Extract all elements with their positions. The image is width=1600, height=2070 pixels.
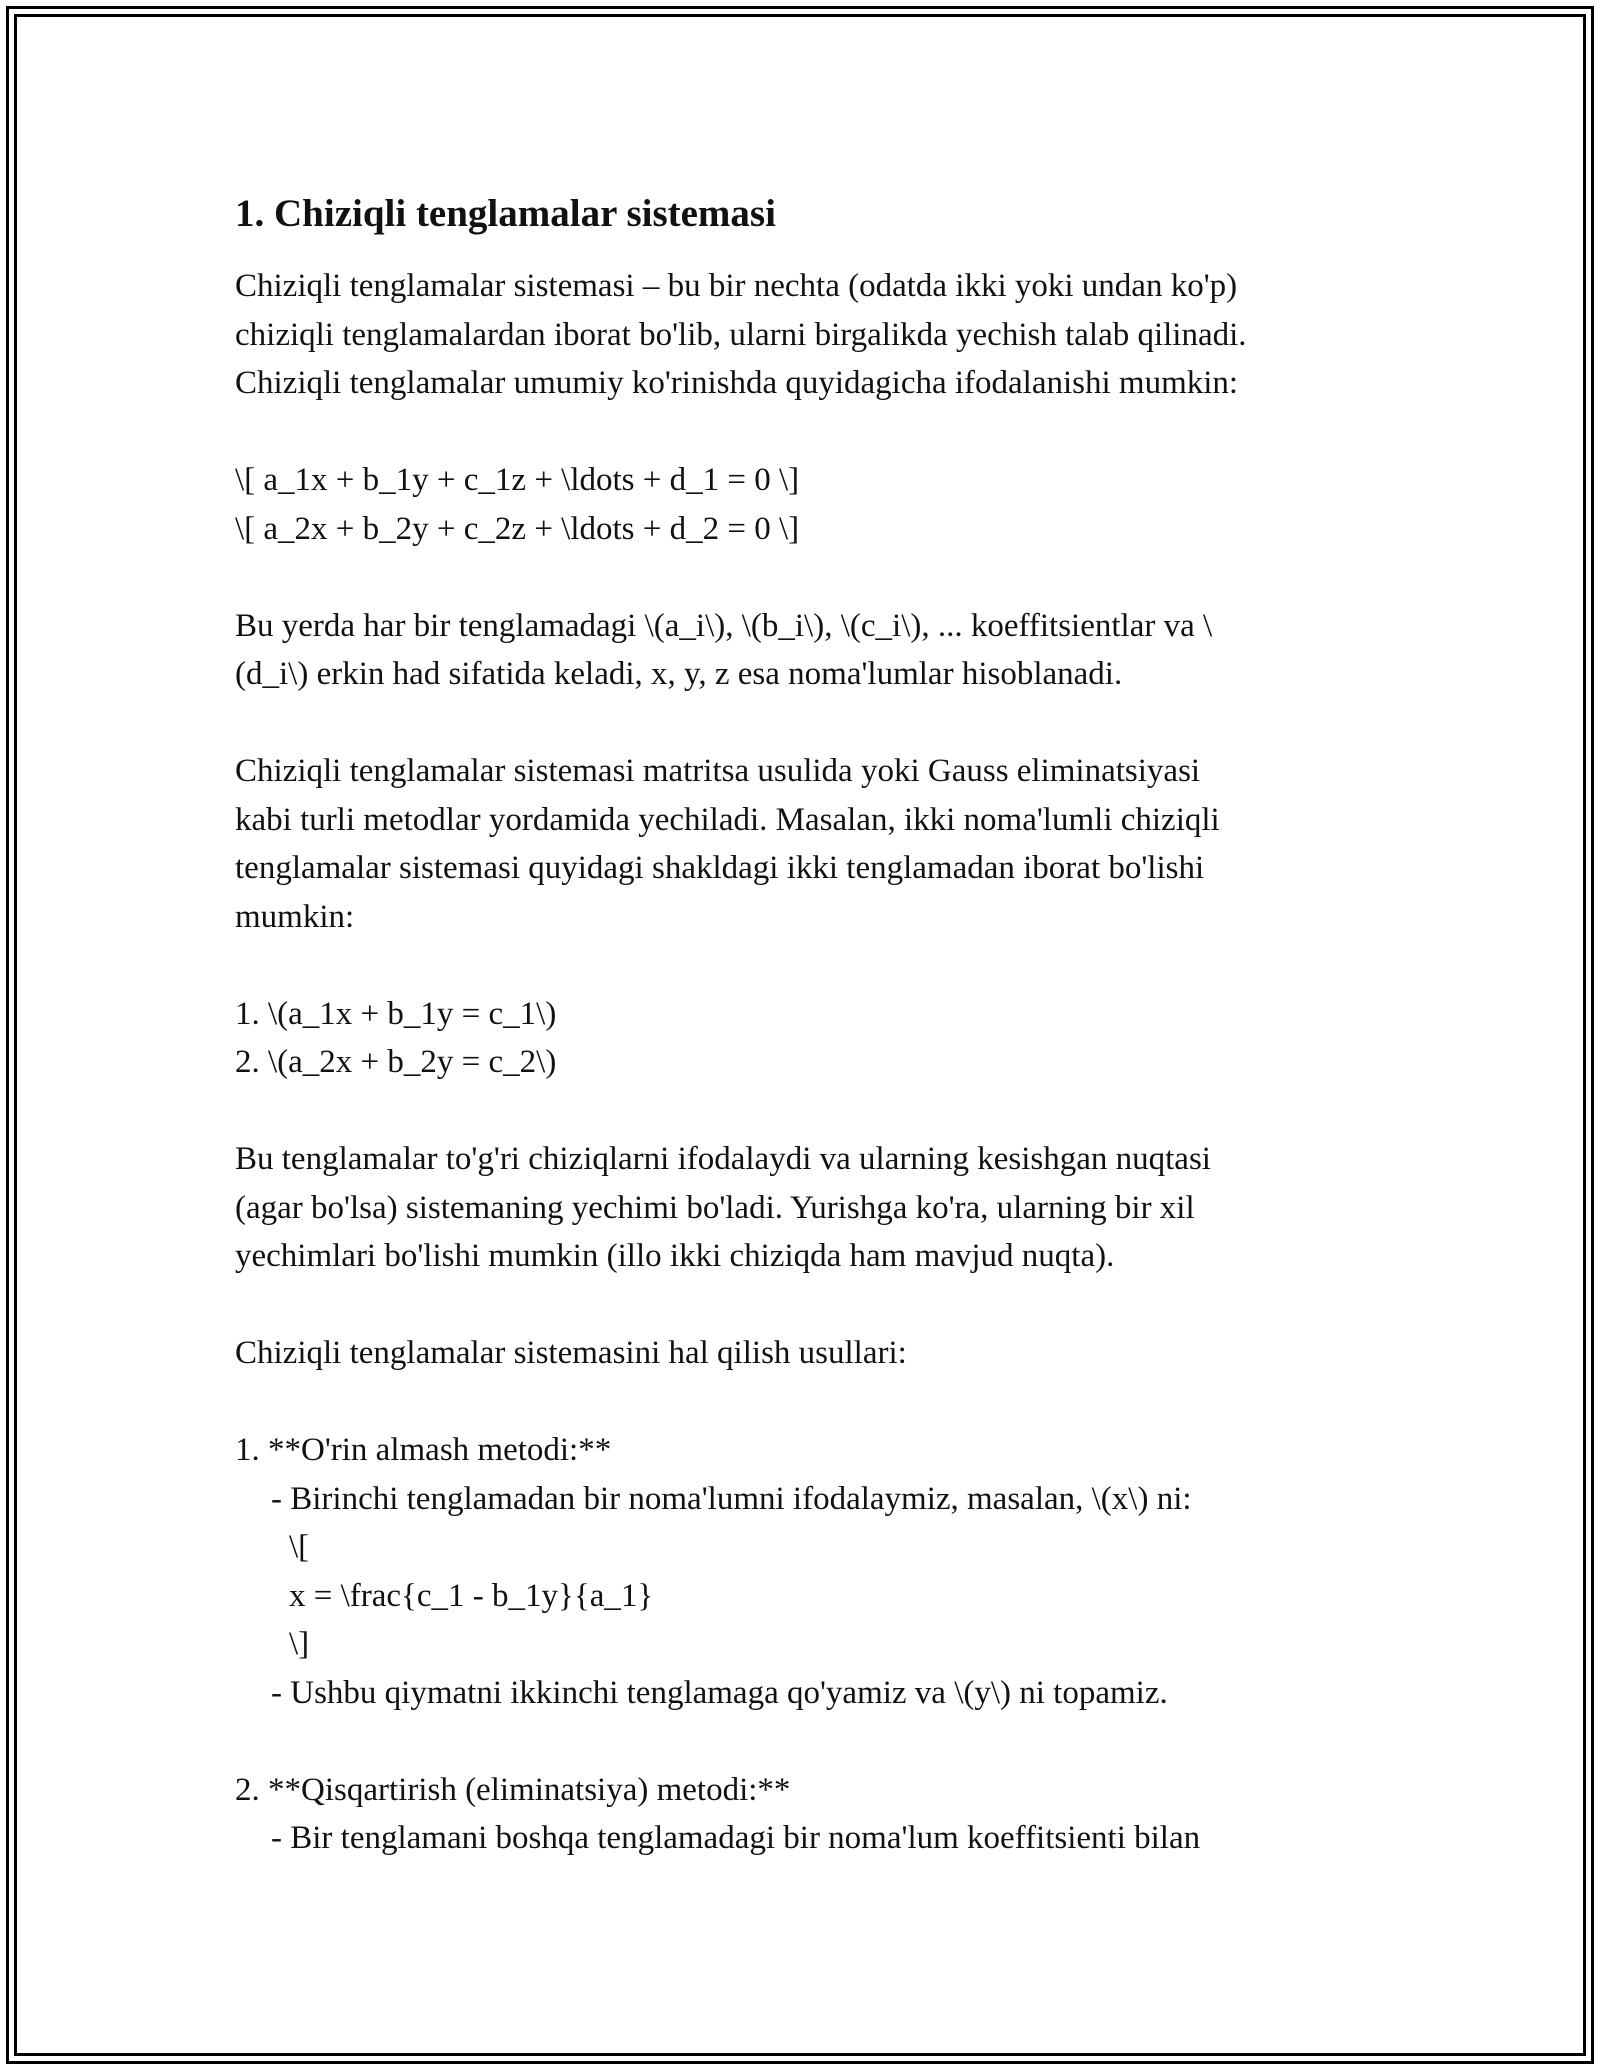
text-line: Chiziqli tenglamalar sistemasi matritsa usulida yoki Gauss eliminatsiyasi <box>235 753 1201 789</box>
equation-line: \[ a_2x + b_2y + c_2z + \ldots + d_2 = 0 \] <box>235 510 800 547</box>
text-line: kabi turli metodlar yordamida yechiladi. Masalan, ikki noma'lumli chiziqli <box>235 801 1220 838</box>
coefficients-paragraph <box>235 602 1375 699</box>
list-item: 1. \(a_1x + b_1y = c_1\) <box>235 995 557 1032</box>
math-delimiter-open: \[ <box>289 1529 310 1565</box>
example-equation-list <box>235 990 1375 1087</box>
method-step: - Bir tenglamani boshqa tenglamadagi bir noma'lum koeffitsienti bilan <box>271 1820 1201 1856</box>
paragraph-gap <box>235 1281 1375 1330</box>
text-line: (d_i\) erkin had sifatida keladi, x, y, z esa noma'lumlar hisoblanadi. <box>235 656 1123 692</box>
document-content <box>235 186 1375 1863</box>
general-equations <box>235 456 1375 553</box>
text-line: Chiziqli tenglamalar sistemasi – bu bir nechta (odatda ikki yoki undan ko'p) <box>235 268 1238 304</box>
paragraph-gap <box>235 699 1375 748</box>
text-line: chiziqli tenglamalardan iborat bo'lib, ularni birgalikda yechish talab qilinadi. <box>235 316 1247 353</box>
paragraph-gap <box>235 553 1375 602</box>
text-line: yechimlari bo'lishi mumkin (illo ikki chiziqda ham mavjud nuqta). <box>235 1238 1115 1274</box>
paragraph-gap <box>235 1717 1375 1766</box>
text-line: (agar bo'lsa) sistemaning yechimi bo'ladi. Yurishga ko'ra, ularning bir xil <box>235 1189 1195 1226</box>
text-line: Chiziqli tenglamalar umumiy ko'rinishda quyidagicha ifodalanishi mumkin: <box>235 365 1239 401</box>
paragraph-gap <box>235 1378 1375 1427</box>
method-step: - Ushbu qiymatni ikkinchi tenglamaga qo'yamiz va \(y\) ni topamiz. <box>271 1674 1168 1711</box>
method-1-block <box>235 1426 1375 1717</box>
text-line: Bu tenglamalar to'g'ri chiziqlarni ifodalaydi va ularning kesishgan nuqtasi <box>235 1141 1211 1177</box>
methods-intro-paragraph <box>235 747 1375 941</box>
method-heading: 2. **Qisqartirish (eliminatsiya) metodi:** <box>235 1771 791 1808</box>
section-title: 1. Chiziqli tenglamalar sistemasi <box>235 192 776 235</box>
intro-paragraph <box>235 262 1375 408</box>
math-delimiter-close: \] <box>289 1626 310 1662</box>
text-line: tenglamalar sistemasi quyidagi shakldagi ikki tenglamadan iborat bo'lishi <box>235 850 1205 886</box>
list-item: 2. \(a_2x + b_2y = c_2\) <box>235 1044 557 1080</box>
paragraph-gap <box>235 941 1375 990</box>
method-step: - Birinchi tenglamadan bir noma'lumni ifodalaymiz, masalan, \(x\) ni: <box>271 1480 1192 1517</box>
solving-methods-heading: Chiziqli tenglamalar sistemasini hal qilish usullari: <box>235 1335 907 1371</box>
method-2-block <box>235 1766 1375 1863</box>
paragraph-gap <box>235 1087 1375 1136</box>
paragraph-gap <box>235 408 1375 457</box>
lines-meaning-paragraph <box>235 1135 1375 1281</box>
text-line: mumkin: <box>235 898 355 935</box>
text-line: Bu yerda har bir tenglamadagi \(a_i\), \(b_i\), \(c_i\), ... koeffitsientlar va \ <box>235 607 1213 644</box>
equation-line: \[ a_1x + b_1y + c_1z + \ldots + d_1 = 0 \] <box>235 462 800 498</box>
method-heading: 1. **O'rin almash metodi:** <box>235 1432 612 1468</box>
math-formula: x = \frac{c_1 - b_1y}{a_1} <box>289 1577 654 1614</box>
